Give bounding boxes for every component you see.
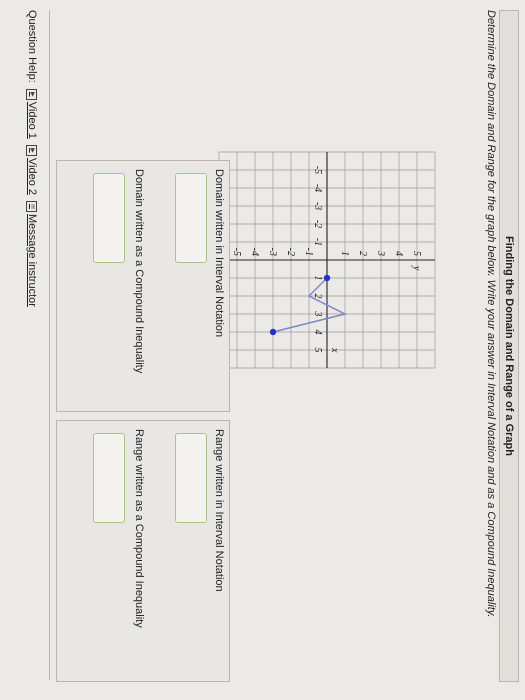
- range-inequality-input[interactable]: [93, 433, 125, 523]
- y-axis-label: y: [411, 266, 422, 271]
- x-tick-label: -4: [312, 183, 323, 193]
- question-help-label: Question Help:: [26, 10, 38, 83]
- x-tick-label: 3: [312, 311, 323, 317]
- x-tick-label: 4: [312, 329, 323, 335]
- y-tick-label: 4: [393, 251, 404, 256]
- play-icon: ▶: [27, 145, 38, 156]
- message-instructor-link[interactable]: [26, 201, 38, 307]
- instructions-text: Determine the Domain and Range for the graph below. Write your answer in Interval Notation and as a Compound Inequality.: [485, 10, 497, 618]
- video-2-label: Video 2: [26, 157, 38, 195]
- x-axis-label: x: [329, 348, 340, 353]
- graph-axes: [219, 152, 435, 368]
- range-inequality-label: Range written as a Compound Inequality: [133, 429, 145, 628]
- y-tick-label: -5: [231, 247, 242, 256]
- range-panel: [56, 420, 230, 682]
- x-tick-label: -3: [312, 201, 323, 211]
- y-tick-label: 3: [375, 251, 386, 256]
- domain-interval-input[interactable]: [175, 173, 207, 263]
- question-help-bar: [26, 10, 38, 307]
- question-title: Finding the Domain and Range of a Graph: [499, 10, 519, 682]
- y-tick-label: -3: [267, 247, 278, 256]
- x-tick-label: 1: [312, 275, 323, 281]
- x-tick-label: 5: [312, 347, 323, 353]
- y-tick-label: -2: [285, 247, 296, 256]
- play-icon: ▶: [27, 89, 38, 100]
- y-tick-label: 2: [357, 251, 368, 256]
- range-interval-label: Range written in Interval Notation: [213, 429, 225, 592]
- closed-endpoint: [270, 329, 276, 335]
- video-1-link[interactable]: [26, 89, 38, 139]
- x-tick-label: -5: [312, 165, 323, 175]
- video-2-link[interactable]: [26, 145, 38, 195]
- y-tick-label: 1: [339, 251, 350, 256]
- y-tick-label: -4: [249, 247, 260, 256]
- x-tick-label: -1: [312, 237, 323, 247]
- domain-inequality-label: Domain written as a Compound Inequality: [133, 169, 145, 374]
- closed-endpoint: [324, 275, 330, 281]
- domain-interval-label: Domain written in Interval Notation: [213, 169, 225, 338]
- y-tick-label: 5: [411, 251, 422, 256]
- x-tick-label: -2: [312, 219, 323, 229]
- y-tick-label: -1: [303, 247, 314, 256]
- range-interval-input[interactable]: [175, 433, 207, 523]
- divider: [49, 10, 50, 680]
- domain-inequality-input[interactable]: [93, 173, 125, 263]
- domain-panel: [56, 160, 230, 412]
- x-tick-label: 2: [312, 293, 323, 299]
- graph-curve: [270, 275, 345, 335]
- envelope-icon: ✉: [27, 201, 38, 212]
- video-1-label: Video 1: [26, 101, 38, 139]
- message-instructor-label: Message instructor: [26, 213, 38, 307]
